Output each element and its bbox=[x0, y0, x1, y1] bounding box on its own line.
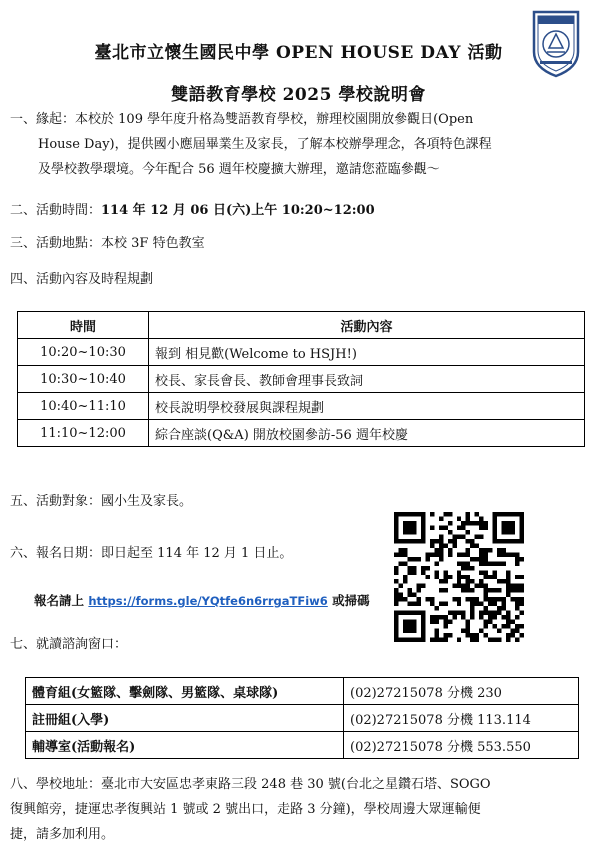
section-location bbox=[10, 231, 205, 256]
schedule-time: 10:40~11:10 bbox=[18, 393, 149, 420]
section-address-text-3: 捷，請多加利用。 bbox=[10, 827, 115, 842]
schedule-content: 校長、家長會長、教師會理事長致詞 bbox=[149, 366, 585, 393]
schedule-table bbox=[17, 311, 585, 447]
contact-phone: (02)27215078 分機 553.550 bbox=[344, 732, 579, 759]
table-row bbox=[18, 393, 585, 420]
section-registration-value: 即日起至 114 年 12 月 1 日止。 bbox=[101, 546, 293, 561]
contact-dept: 體育組(女籃隊、擊劍隊、男籃隊、桌球隊) bbox=[26, 678, 344, 705]
section-origin-label: 一、緣起： bbox=[10, 112, 76, 127]
table-row bbox=[26, 732, 579, 759]
table-row bbox=[26, 678, 579, 705]
section-location-label: 三、活動地點： bbox=[10, 236, 102, 251]
contact-dept: 註冊組(入學) bbox=[26, 705, 344, 732]
section-registration-date bbox=[10, 541, 292, 566]
schedule-content: 校長說明學校發展與課程規劃 bbox=[149, 393, 585, 420]
section-time bbox=[10, 198, 375, 223]
contact-table bbox=[25, 677, 579, 759]
section-address-label: 八、學校地址： bbox=[10, 777, 102, 792]
section-time-value: 114 年 12 月 06 日(六)上午 10:20~12:00 bbox=[101, 203, 375, 218]
schedule-content: 綜合座談(Q&A) 開放校園參訪-56 週年校慶 bbox=[149, 420, 585, 447]
section-address bbox=[10, 772, 582, 847]
qr-code-icon[interactable] bbox=[394, 512, 524, 642]
section-registration-label: 六、報名日期： bbox=[10, 546, 102, 561]
contact-phone: (02)27215078 分機 113.114 bbox=[344, 705, 579, 732]
signup-suffix: 或掃碼 bbox=[332, 593, 370, 608]
schedule-time: 11:10~12:00 bbox=[18, 420, 149, 447]
section-origin-text-3: 及學校教學環境。今年配合 56 週年校慶擴大辦理，邀請您蒞臨參觀～ bbox=[38, 162, 440, 177]
signup-link[interactable]: https://forms.gle/YQtfe6n6rrgaTFiw6 bbox=[88, 594, 328, 608]
page-title: 臺北市立懷生國民中學 OPEN HOUSE DAY 活動 bbox=[94, 43, 503, 63]
schedule-time: 10:30~10:40 bbox=[18, 366, 149, 393]
schedule-time: 10:20~10:30 bbox=[18, 339, 149, 366]
section-address-text-1: 臺北市大安區忠孝東路三段 248 巷 30 號(台北之星鑽石塔、SOGO bbox=[101, 777, 491, 792]
schedule-header-time: 時間 bbox=[18, 312, 149, 339]
signup-prefix: 報名請上 bbox=[34, 593, 85, 608]
section-origin bbox=[10, 107, 582, 182]
section-audience-value: 國小生及家長。 bbox=[101, 494, 193, 509]
contact-dept: 輔導室(活動報名) bbox=[26, 732, 344, 759]
table-row bbox=[18, 366, 585, 393]
section-origin-text-2: House Day)，提供國小應屆畢業生及家長，了解本校辦學理念，各項特色課程 bbox=[38, 137, 492, 152]
section-origin-text-1: 本校於 109 學年度升格為雙語教育學校，辦理校園開放參觀日(Open bbox=[75, 112, 474, 127]
signup-line bbox=[34, 591, 370, 609]
table-row bbox=[18, 339, 585, 366]
section-time-label: 二、活動時間： bbox=[10, 203, 102, 218]
table-row bbox=[18, 420, 585, 447]
section-audience-label: 五、活動對象： bbox=[10, 494, 102, 509]
section-address-text-2: 復興館旁，捷運忠孝復興站 1 號或 2 號出口，走路 3 分鐘)，學校周邊大眾運輸便 bbox=[10, 802, 481, 817]
section-schedule-heading: 四、活動內容及時程規劃 bbox=[10, 272, 154, 287]
section-location-value: 本校 3F 特色教室 bbox=[101, 236, 205, 251]
contact-phone: (02)27215078 分機 230 bbox=[344, 678, 579, 705]
schedule-header-row bbox=[18, 312, 585, 339]
schedule-content: 報到 相見歡(Welcome to HSJH!) bbox=[149, 339, 585, 366]
table-row bbox=[26, 705, 579, 732]
section-audience bbox=[10, 489, 192, 514]
section-contact-heading: 七、就讀諮詢窗口： bbox=[10, 637, 128, 652]
page-subtitle: 雙語教育學校 2025 學校說明會 bbox=[171, 85, 426, 105]
schedule-header-content: 活動內容 bbox=[149, 312, 585, 339]
